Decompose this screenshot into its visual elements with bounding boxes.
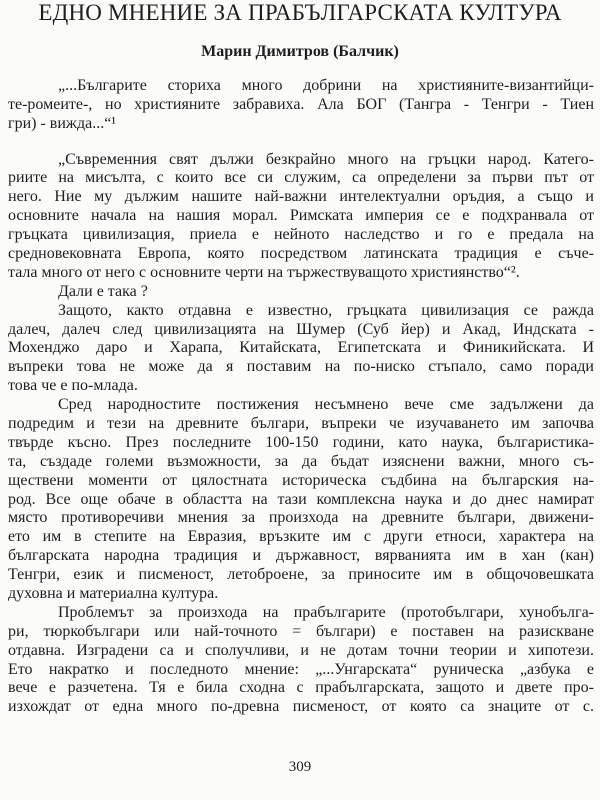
text-line: ето им в степите на Евразия, връзките им с други етноси, характера на bbox=[8, 528, 594, 546]
paragraph bbox=[8, 151, 594, 283]
text-line: те-ромеите-, но християните забравиха. Ала БОГ (Тангра - Тенгри - Тиен bbox=[8, 95, 594, 113]
text-line: това че е по-млада. bbox=[8, 377, 138, 395]
article-title: ЕДНО МНЕНИЕ ЗА ПРАБЪЛГАРСКАТА КУЛТУРА bbox=[38, 0, 562, 25]
text-line: Ето накратко и последното мнение: „...Унгарската“ руническа „азбука е bbox=[8, 660, 594, 678]
text-line: гри) - вижда...“¹ bbox=[8, 114, 117, 132]
paragraph bbox=[8, 77, 594, 134]
text-line: място противоречиви мнения за произхода на древните българи, движени- bbox=[8, 509, 594, 527]
text-line: Тенгри, език и писменост, летоброене, за приносите им в общочовешката bbox=[8, 566, 594, 584]
article-body bbox=[8, 151, 594, 718]
text-line: въпреки това не може да я поставим на по-ниско стъпало, само поради bbox=[8, 358, 594, 376]
text-line: Защото, както отдавна е известно, гръцката цивилизация се ражда bbox=[58, 301, 594, 319]
text-line: далеч, далеч след цивилизацията на Шумер (Суб йер) и Акад, Индската - bbox=[8, 320, 594, 338]
text-line: духовна и материална култура. bbox=[8, 584, 219, 602]
text-line: твърде късно. През последните 100-150 години, като наука, българистика- bbox=[8, 433, 594, 451]
text-line: Мохенджо даро и Харапа, Китайската, Египетската и Финикийската. И bbox=[8, 339, 594, 357]
paragraph bbox=[8, 283, 594, 302]
text-line: гръцката цивилизация, приела е нейното наследство и го е предала на bbox=[8, 226, 594, 244]
text-line: „Съвременния свят дължи безкрайно много на гръцки народ. Катего- bbox=[58, 150, 594, 168]
paragraph bbox=[8, 604, 594, 717]
text-line: род. Все още обаче в областта на тази комплексна наука и до днес намират bbox=[8, 490, 594, 508]
author-byline: Марин Димитров (Балчик) bbox=[201, 43, 399, 60]
text-line: Сред народностите постижения несъмнено вече сме задължени да bbox=[58, 396, 594, 414]
text-line: „...Българите сториха много добрини на християните-византийци- bbox=[58, 77, 594, 94]
text-line: тала много от него с основните черти на тържествуващото християнство“². bbox=[8, 263, 520, 281]
text-line: риите на мисълта, с които все си служим, са определени за първи път от bbox=[8, 169, 594, 187]
text-line: подредим и тези на древните българи, въпреки че изучаването им започва bbox=[8, 414, 594, 432]
page-number: 309 bbox=[288, 759, 312, 775]
paragraph bbox=[8, 302, 594, 396]
text-line: основните начала на нашия морал. Римската империя се е подхранвала от bbox=[8, 207, 594, 225]
epigraph-quote bbox=[8, 77, 594, 134]
text-line: вече е разчетена. Тя е била сходна с прабългарската, защото и двете про- bbox=[8, 679, 594, 697]
text-line: та, създаде големи възможности, за да бъдат изяснени важни, много съ- bbox=[8, 452, 594, 470]
text-line: Проблемът за произхода на прабългарите (протобългари, хунобълга- bbox=[58, 603, 594, 621]
text-line: средновековната Европа, която посредством латинската традиция е съче- bbox=[8, 244, 594, 262]
text-line: отдавна. Изградени са и сполучливи, и не дотам точни теории и хипотези. bbox=[8, 641, 594, 659]
text-line: българската народна традиция и държавност, вярванията им в хан (кан) bbox=[8, 547, 594, 565]
text-line: ри, тюркобългари или най-точното = българи) е поставен на разискване bbox=[8, 622, 594, 640]
text-line: Дали е така ? bbox=[58, 282, 148, 300]
paragraph bbox=[8, 396, 594, 604]
text-line: изхождат от една много по-древна писменост, от която са знаците от с. bbox=[8, 698, 594, 716]
text-line: ществени моменти от цялостната историческа съдбина на българския на- bbox=[8, 471, 594, 489]
text-line: него. Ние му дължим нашите най-важни интелектуални оръдия, а също и bbox=[8, 188, 594, 206]
